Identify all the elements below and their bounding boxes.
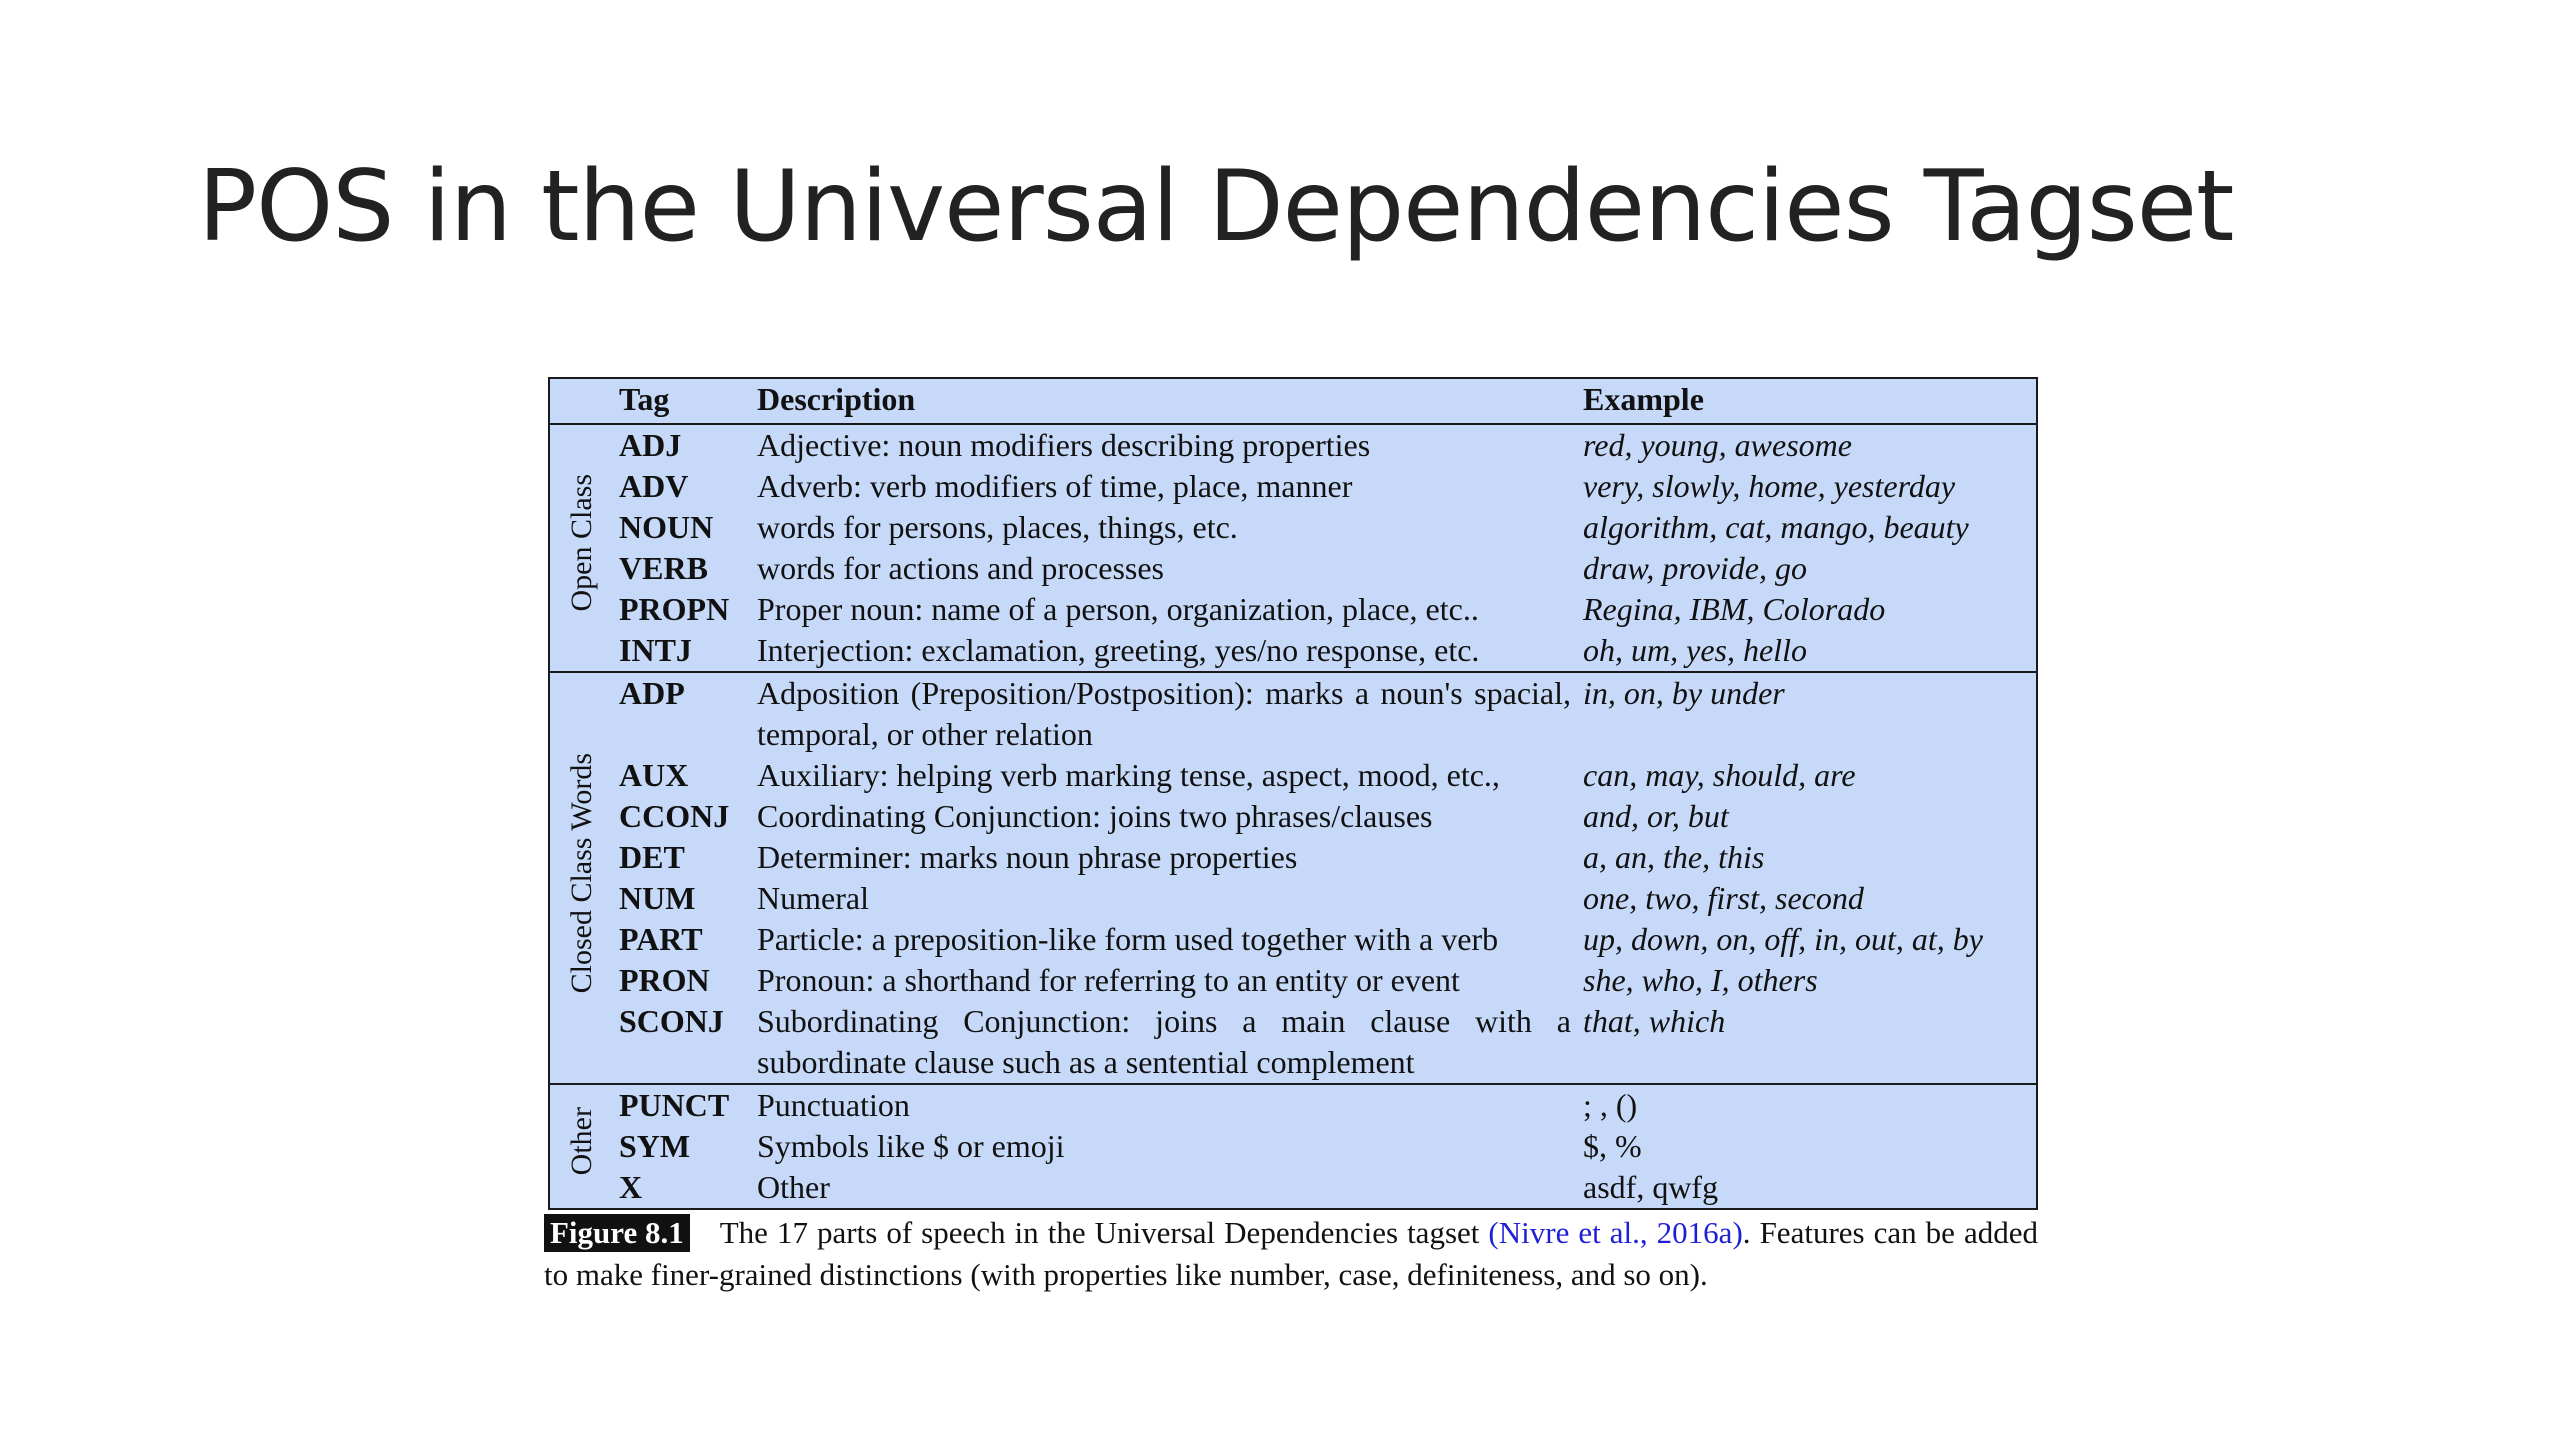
tag-cell: CCONJ — [619, 798, 730, 834]
description-cell: Coordinating Conjunction: joins two phrases/clauses — [757, 798, 1433, 834]
pos-tagset-table — [548, 377, 2038, 1210]
description-cell: Adverb: verb modifiers of time, place, manner — [757, 468, 1353, 504]
example-cell: ; , () — [1577, 1084, 2037, 1126]
example-cell: red, young, awesome — [1577, 424, 2037, 466]
example-cell: she, who, I, others — [1583, 962, 1818, 998]
example-cell: $, % — [1583, 1128, 1642, 1164]
table-row — [549, 960, 2037, 1001]
description-cell: Proper noun: name of a person, organization, place, etc.. — [757, 591, 1479, 627]
table-row — [549, 796, 2037, 837]
example-cell: up, down, on, off, in, out, at, by — [1583, 921, 1983, 957]
figure — [544, 377, 2038, 1296]
group-label-cell — [549, 672, 613, 1084]
table-row — [549, 919, 2037, 960]
group-label-closed-class: Closed Class Words — [564, 752, 598, 994]
example-cell: in, on, by under — [1577, 672, 2037, 755]
table-row — [549, 1001, 2037, 1084]
description-cell: Interjection: exclamation, greeting, yes/no response, etc. — [757, 632, 1480, 668]
citation-link[interactable]: (Nivre et al., 2016a) — [1488, 1215, 1743, 1250]
figure-caption — [544, 1212, 2038, 1296]
table-header-row — [549, 378, 2037, 424]
description-cell: Punctuation — [751, 1084, 1577, 1126]
description-cell: Adjective: noun modifiers describing properties — [751, 424, 1577, 466]
description-cell: Determiner: marks noun phrase properties — [757, 839, 1298, 875]
header-tag: Tag — [613, 378, 751, 424]
table-row — [549, 755, 2037, 796]
example-cell: and, or, but — [1583, 798, 1729, 834]
example-cell: oh, um, yes, hello — [1583, 632, 1807, 668]
caption-text-after: . Features can be added to make finer-grained distinctions (with properties like number, case, definiteness, and so on). — [544, 1215, 2038, 1292]
table-row — [549, 1084, 2037, 1126]
table-body — [549, 424, 2037, 1209]
tag-cell: X — [619, 1169, 643, 1205]
example-cell: algorithm, cat, mango, beauty — [1583, 509, 1969, 545]
group-label-cell — [549, 1084, 613, 1209]
header-example: Example — [1577, 378, 2037, 424]
group-label-other: Other — [564, 1107, 598, 1176]
table-row — [549, 424, 2037, 466]
table-row — [549, 630, 2037, 672]
description-cell: Subordinating Conjunction: joins a main clause with a subordinate clause such as a sentential complement — [757, 1003, 1571, 1080]
example-cell: can, may, should, are — [1583, 757, 1856, 793]
description-cell: words for persons, places, things, etc. — [757, 509, 1238, 545]
example-cell: a, an, the, this — [1583, 839, 1765, 875]
example-cell: that, which — [1583, 1003, 1726, 1039]
description-cell: Other — [757, 1169, 830, 1205]
description-cell: Numeral — [757, 880, 869, 916]
tag-cell: PROPN — [619, 591, 730, 627]
caption-text-before: The 17 parts of speech in the Universal Dependencies tagset — [719, 1215, 1489, 1250]
description-cell: Symbols like $ or emoji — [757, 1128, 1065, 1164]
example-cell: draw, provide, go — [1583, 550, 1807, 586]
table-row — [549, 1126, 2037, 1167]
table-row — [549, 466, 2037, 507]
tag-cell: ADJ — [613, 424, 751, 466]
description-cell: Particle: a preposition-like form used together with a verb — [757, 921, 1499, 957]
header-description: Description — [751, 378, 1577, 424]
description-cell: Auxiliary: helping verb marking tense, aspect, mood, etc., — [757, 757, 1500, 793]
group-label-open-class: Open Class — [564, 474, 598, 612]
table-row — [549, 672, 2037, 755]
figure-label: Figure 8.1 — [544, 1214, 690, 1252]
tag-cell: SCONJ — [619, 1003, 724, 1039]
table-row — [549, 837, 2037, 878]
tag-cell: NOUN — [619, 509, 714, 545]
table-row — [549, 878, 2037, 919]
example-cell: one, two, first, second — [1583, 880, 1864, 916]
slide-title: POS in the Universal Dependencies Tagset — [198, 150, 2234, 264]
description-cell: Pronoun: a shorthand for referring to an entity or event — [757, 962, 1460, 998]
tag-cell: DET — [619, 839, 685, 875]
tag-cell: PRON — [619, 962, 710, 998]
group-label-cell — [549, 424, 613, 672]
tag-cell: ADV — [619, 468, 689, 504]
table-row — [549, 1167, 2037, 1209]
header-group-spacer — [549, 378, 613, 424]
table-row — [549, 548, 2037, 589]
description-cell: words for actions and processes — [757, 550, 1164, 586]
tag-cell: NUM — [619, 880, 696, 916]
table-row — [549, 589, 2037, 630]
table-row — [549, 507, 2037, 548]
example-cell: asdf, qwfg — [1583, 1169, 1719, 1205]
tag-cell: ADP — [613, 672, 751, 755]
tag-cell: PUNCT — [613, 1084, 751, 1126]
tag-cell: SYM — [619, 1128, 691, 1164]
tag-cell: AUX — [619, 757, 689, 793]
tag-cell: INTJ — [619, 632, 692, 668]
tag-cell: VERB — [619, 550, 708, 586]
tag-cell: PART — [619, 921, 703, 957]
description-cell: Adposition (Preposition/Postposition): marks a noun's spacial, temporal, or other relation — [751, 672, 1577, 755]
example-cell: Regina, IBM, Colorado — [1583, 591, 1886, 627]
example-cell: very, slowly, home, yesterday — [1583, 468, 1956, 504]
